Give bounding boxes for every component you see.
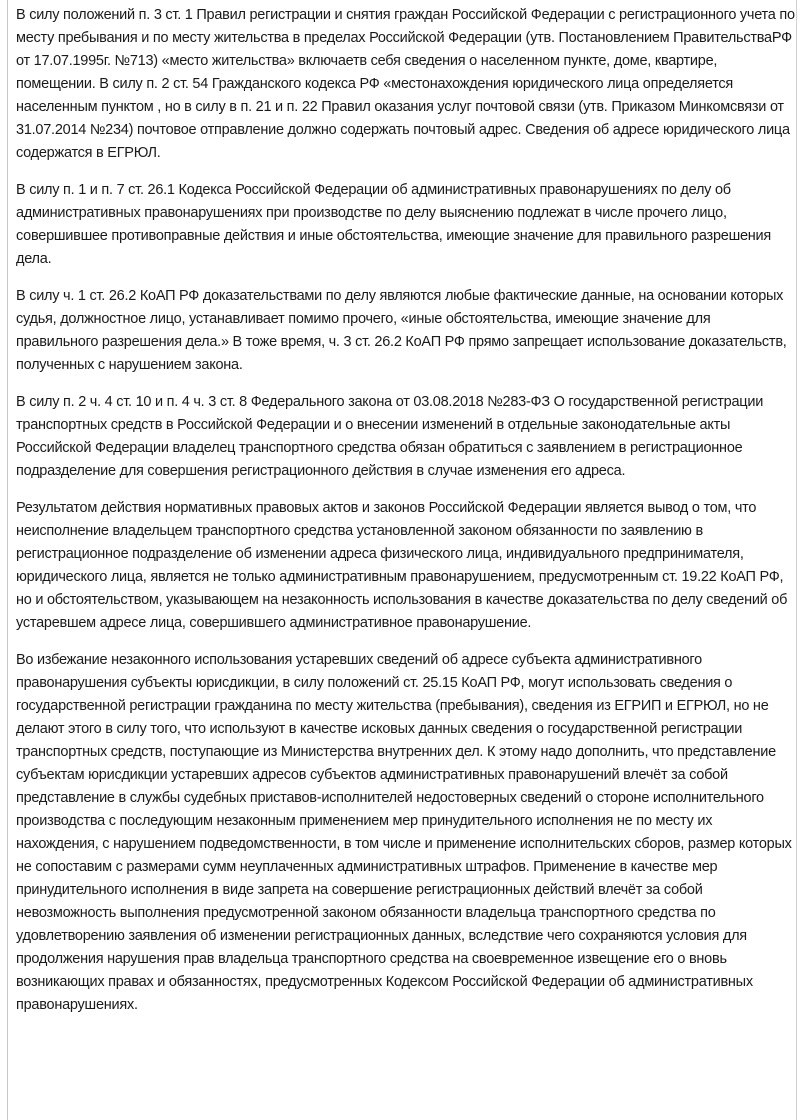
paragraph-2: В силу п. 1 и п. 7 ст. 26.1 Кодекса Российской Федерации об административных правонарушениях по делу об административных правонарушениях при производстве по делу выяснению подлежат в числе прочего лицо, совершившее противоправные действия и иные обстоятельства, имеющие значение для правильного разрешения дела. — [16, 182, 771, 267]
document-body — [16, 4, 796, 1031]
paragraph-3: В силу ч. 1 ст. 26.2 КоАП РФ доказательствами по делу являются любые фактические данные, на основании которых судья, должностное лицо, устанавливает помимо прочего, «иные обстоятельства, имеющие значение для правильного разрешения дела.» В тоже время, ч. 3 ст. 26.2 КоАП РФ прямо запрещает использование доказательств, полученных с нарушением закона. — [16, 288, 787, 373]
paragraph-1: В силу положений п. 3 ст. 1 Правил регистрации и снятия граждан Российской Федерации с регистрационного учета по месту пребывания и по месту жительства в пределах Российской Федерации (утв. Постановлением ПравительстваРФ от 17.07.1995г. №713) «место жительства» включаетв себя сведения о населенном пункте, доме, квартире, помещении. В силу п. 2 ст. 54 Гражданского кодекса РФ «местонахождения юридического лица определяется населенным пунктом , но в силу в п. 21 и п. 22 Правил оказания услуг почтовой связи (утв. Приказом Минкомсвязи от 31.07.2014 №234) почтовое отправление должно содержать почтовый адрес. Сведения об адресе юридического лица содержатся в ЕГРЮЛ. — [16, 7, 795, 161]
paragraph-5: Результатом действия нормативных правовых актов и законов Российской Федерации является вывод о том, что неисполнение владельцем транспортного средства установленной законом обязанности по заявлению в регистрационное подразделение об изменении адреса физического лица, индивидуального предпринимателя, юридического лица, является не только административным правонарушением, предусмотренным ст. 19.22 КоАП РФ, но и обстоятельством, указывающем на незаконность использования в качестве доказательства по делу сведений об устаревшем адресе лица, совершившего административное правонарушение. — [16, 500, 788, 631]
page-right-edge — [796, 0, 797, 1120]
paragraph-6: Во избежание незаконного использования устаревших сведений об адресе субъекта административного правонарушения субъекты юрисдикции, в силу положений ст. 25.15 КоАП РФ, могут использовать сведения о государственной регистрации гражданина по месту жительства (пребывания), сведения из ЕГРИП и ЕГРЮЛ, но не делают этого в силу того, что используют в качестве исковых данных сведения о государственной регистрации транспортных средств, поступающие из Министерства внутренних дел. К этому надо дополнить, что представление субъектам юрисдикции устаревших адресов субъектов административных правонарушений влечёт за собой представление в службы судебных приставов-исполнителей недостоверных сведений о стороне исполнительного производства с последующим незаконным применением мер принудительного исполнения не по месту их нахождения, с нарушением подведомственности, в том числе и применение исполнительских сборов, размер которых не сопоставим с размерами сумм неуплаченных административных штрафов. Применение в качестве мер принудительного исполнения в виде запрета на совершение регистрационных действий влечёт за собой невозможность выполнения предусмотренной законом обязанности владельца транспортного средства по удовлетворению заявления об изменении регистрационных данных, вследствие чего сохраняются условия для продолжения нарушения прав владельца транспортного средства на своевременное извещение его о вновь возникающих правах и обязанностях, предусмотренных Кодексом Российской Федерации об административных правонарушениях. — [16, 652, 792, 1013]
page-left-edge — [7, 0, 8, 1120]
paragraph-4: В силу п. 2 ч. 4 ст. 10 и п. 4 ч. 3 ст. 8 Федерального закона от 03.08.2018 №283-ФЗ О государственной регистрации транспортных средств в Российской Федерации и о внесении изменений в отдельные законодательные акты Российской Федерации владелец транспортного средства обязан обратиться с заявлением в регистрационное подразделение для совершения регистрационного действия в случае изменения его адреса. — [16, 394, 764, 479]
